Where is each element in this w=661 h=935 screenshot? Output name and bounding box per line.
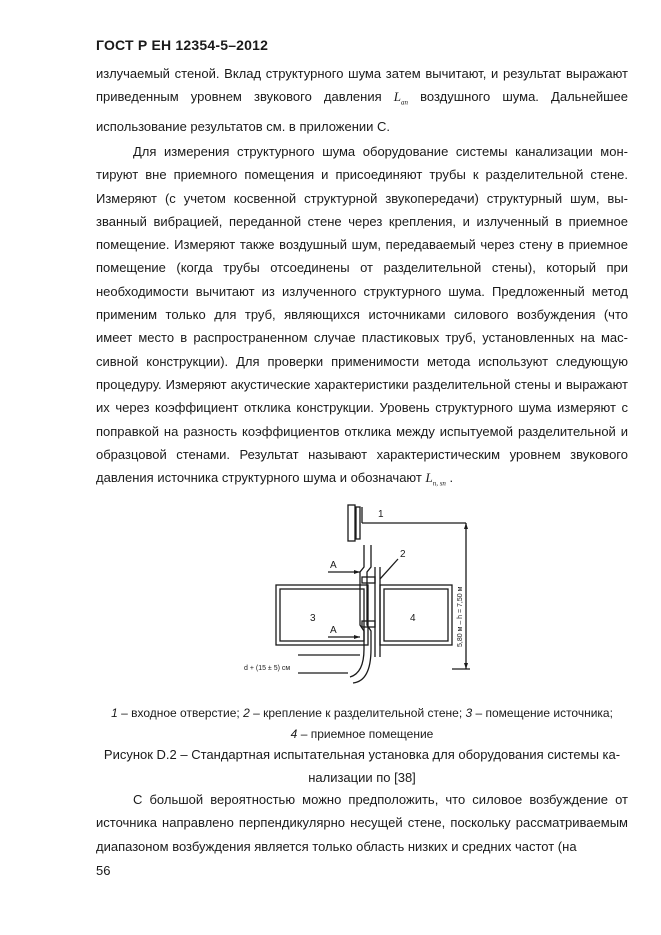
legend-number-2: 2 [243,706,250,720]
symbol-lan-letter: L [393,89,401,105]
paragraph-2-text-a: Для измерения структурного шума оборудование системы канализации монтируют вне приемного помещения и присоединяют трубы к разделительной стене. Измеряют (с учетом косвенной структурной звукопередачи) структурный шум, вызванный вибрацией, переданной стене через крепления, и излученный в приемное помещение. Измеряют также воздушный шум, передаваемый через стену в приемное помещение (когда трубы отсоединены от разделительной стены), который при необходимости вычитают из излученного структурного шума. Предложенный метод применим только для труб, являющихся источниками силового возбуждения (что имеет место в распространенном случае пластиковых труб, установленных на массивной конструкции). Для проверки применимости метода используют следующую процедуру. Измеряют акустические характеристики разделительной стены и выражают их через коэффициент отклика конструкции. Уровень структурного шума измеряют с поправкой на разность коэффициентов отклика между испытуемой разделительной и образцовой стенами. Результат называют характеристическим уровнем звукового давления источника структурного шума и обозначают [96,144,628,486]
figure-dim-vertical-label: 5,80 м – h = 7,50 м [457,586,464,647]
inlet-tube [348,505,355,541]
bracket-upper [362,577,375,583]
paragraph-1-text-a: излучаемый стеной. Вклад структурного шума затем вычитают, и результат выражают приведенным уровнем звукового давления [96,66,628,105]
legend-number-4: 4 [290,727,298,741]
figure-label-3: 3 [310,613,316,624]
label-2-leader [380,559,398,579]
legend-number-3: 3 [465,706,473,720]
section-a-top-arrow [354,570,360,574]
legend-text-4: – приемное помещение [297,727,434,741]
symbol-lan-subscript: an [401,98,408,107]
figure-label-2: 2 [400,549,406,560]
receiving-room-outline [380,585,452,645]
dim-arrow-top [464,523,468,529]
figure-legend [96,703,628,745]
figure-legend-line-2 [96,724,628,745]
paragraph-1-text-b: воздушного шума. Дальнейшее использование результатов см. в приложении С. [96,89,628,135]
figure-label-section-a-bottom: A [330,625,337,636]
document-header: ГОСТ Р ЕН 12354-5–2012 [96,37,269,53]
paragraph-3 [96,788,628,858]
paragraph-3-text: С большой вероятностью можно предположить, что силовое возбуждение от источника направлено перпендикулярно несущей стене, поскольку рассматриваемым диапазоном возбуждения является только область низких и средних частот (на [96,792,628,854]
figure-caption-title: Рисунок D.2 – Стандартная испытательная установка для оборудования системы канализации по [38] [103,747,621,785]
symbol-lan [393,89,408,107]
symbol-lnsn [425,470,446,488]
figure-label-section-a-top: A [330,560,337,571]
legend-text-2: – крепление к разделительной стене; [249,706,466,720]
paragraph-2-text-b: . [445,470,454,486]
section-a-bottom-arrow [354,635,360,639]
inlet-flange [356,507,360,539]
pipe-elbow-outer [350,649,364,677]
dim-arrow-bottom [464,663,468,669]
figure-label-1: 1 [378,509,384,520]
figure-test-setup [244,497,488,692]
legend-number-1: 1 [111,706,118,720]
legend-text-3: – помещение источника; [472,706,613,720]
figure-legend-line-1 [96,703,628,724]
figure-dim-bottom-label: d + (15 ± 5) см [244,665,291,672]
paragraph-2 [96,140,628,496]
page-number: 56 [96,863,111,878]
paragraph-1 [96,62,628,138]
receiving-room-inner [384,589,448,641]
legend-text-1: – входное отверстие; [117,706,244,720]
source-room-inner [280,589,364,641]
symbol-lnsn-subscript: n, sn [432,479,446,488]
symbol-lnsn-letter: L [425,470,433,486]
test-setup-diagram [244,497,488,692]
figure-label-4: 4 [410,613,416,624]
